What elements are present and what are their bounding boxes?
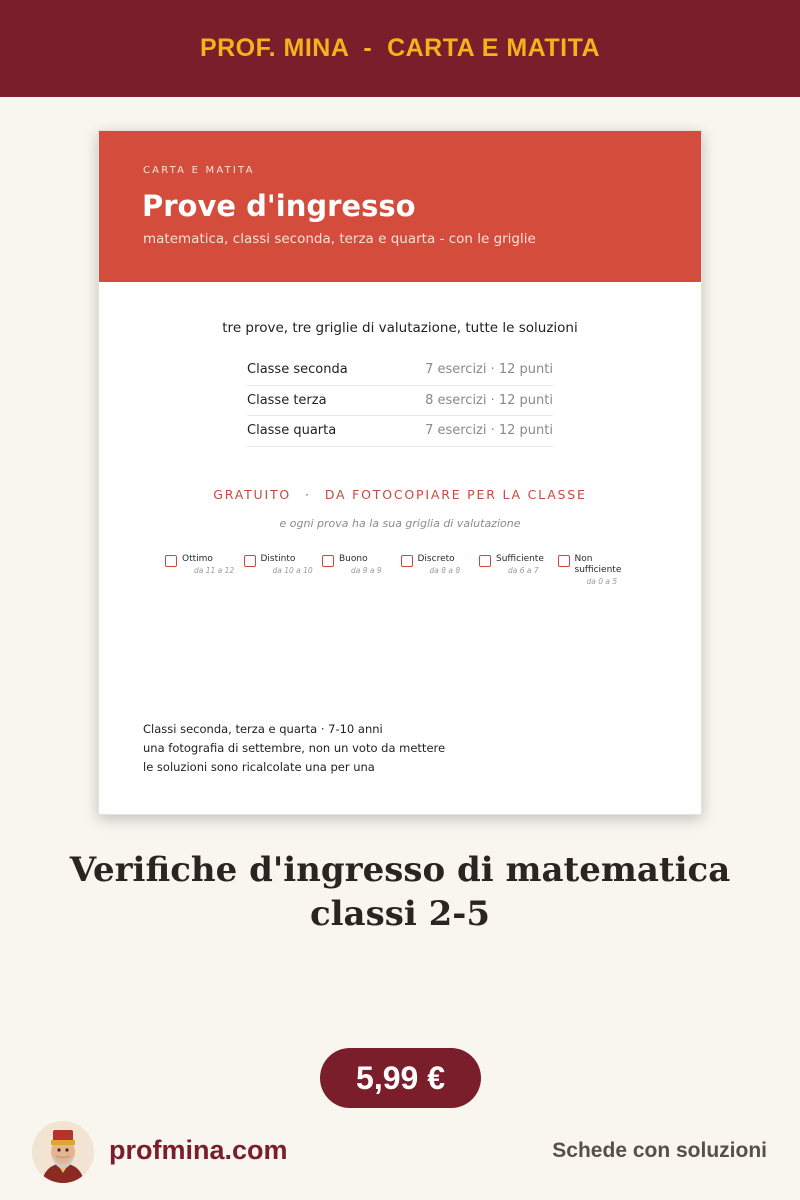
grade-label: Distinto (260, 554, 296, 564)
checkbox-icon (244, 555, 256, 567)
grade-label: Ottimo (182, 554, 213, 564)
grade-item (558, 554, 637, 588)
class-info: 7 esercizi · 12 punti (425, 362, 553, 378)
card-footer-line: Classi seconda, terza e quarta · 7-10 anni (143, 722, 383, 736)
list-item (247, 416, 553, 447)
separator-dot: · (305, 487, 311, 502)
grade-item (165, 554, 244, 588)
card-title: Prove d'ingresso (142, 189, 416, 223)
grade-label: Discreto (417, 554, 455, 564)
grade-range: da 10 a 10 (272, 566, 313, 575)
grade-item (479, 554, 558, 588)
photocopy-label: DA FOTOCOPIARE PER LA CLASSE (324, 487, 587, 502)
class-name: Classe terza (247, 392, 327, 408)
banner-title: PROF. MINA - CARTA E MATITA (199, 34, 601, 62)
checkbox-icon (479, 555, 491, 567)
class-list (247, 355, 553, 447)
class-name: Classe seconda (247, 362, 348, 378)
card-header (99, 131, 701, 282)
grade-label: Non sufficiente (574, 554, 622, 575)
grade-range: da 9 a 9 (351, 566, 382, 575)
top-banner (0, 0, 800, 97)
grade-label: Sufficiente (496, 554, 544, 564)
grade-range: da 0 a 5 (586, 577, 618, 586)
grade-range: da 8 a 8 (429, 566, 461, 575)
price-button[interactable] (320, 1048, 481, 1108)
card-footer-line: le soluzioni sono ricalcolate una per una (143, 760, 375, 774)
list-item (247, 386, 553, 417)
grade-scale (165, 554, 655, 588)
card-subtitle: matematica, classi seconda, terza e quarta - con le griglie (143, 231, 536, 247)
product-title[interactable] (0, 848, 800, 936)
card-footer (143, 720, 445, 777)
grade-range: da 11 a 12 (194, 566, 235, 575)
product-preview-card[interactable] (98, 130, 702, 815)
free-label: GRATUITO (213, 487, 292, 502)
class-name: Classe quarta (247, 423, 337, 439)
checkbox-icon (401, 555, 413, 567)
grid-note: e ogni prova ha la sua griglia di valutazione (279, 517, 521, 530)
checkbox-icon (165, 555, 177, 567)
grade-range: da 6 a 7 (508, 566, 539, 575)
grade-label: Buono (339, 554, 368, 564)
checkbox-icon (558, 555, 570, 567)
grade-item (401, 554, 480, 588)
card-tagline: tre prove, tre griglie di valutazione, tutte le soluzioni (222, 320, 578, 336)
free-photocopy-line (99, 487, 701, 502)
teacher-avatar-icon (32, 1121, 94, 1183)
product-title-line: classi 2-5 (309, 894, 491, 934)
site-link[interactable]: profmina.com (109, 1135, 288, 1165)
grade-item (244, 554, 323, 588)
card-kicker: CARTA E MATITA (143, 165, 255, 176)
checkbox-icon (322, 555, 334, 567)
list-item (247, 355, 553, 386)
product-title-line: Verifiche d'ingresso di matematica (69, 850, 731, 890)
bottom-tagline: Schede con soluzioni (552, 1139, 767, 1162)
class-info: 8 esercizi · 12 punti (425, 392, 553, 408)
class-info: 7 esercizi · 12 punti (425, 423, 553, 439)
grade-item (322, 554, 401, 588)
card-footer-line: una fotografia di settembre, non un voto da mettere (143, 741, 446, 755)
price-label: 5,99 € (356, 1059, 445, 1096)
